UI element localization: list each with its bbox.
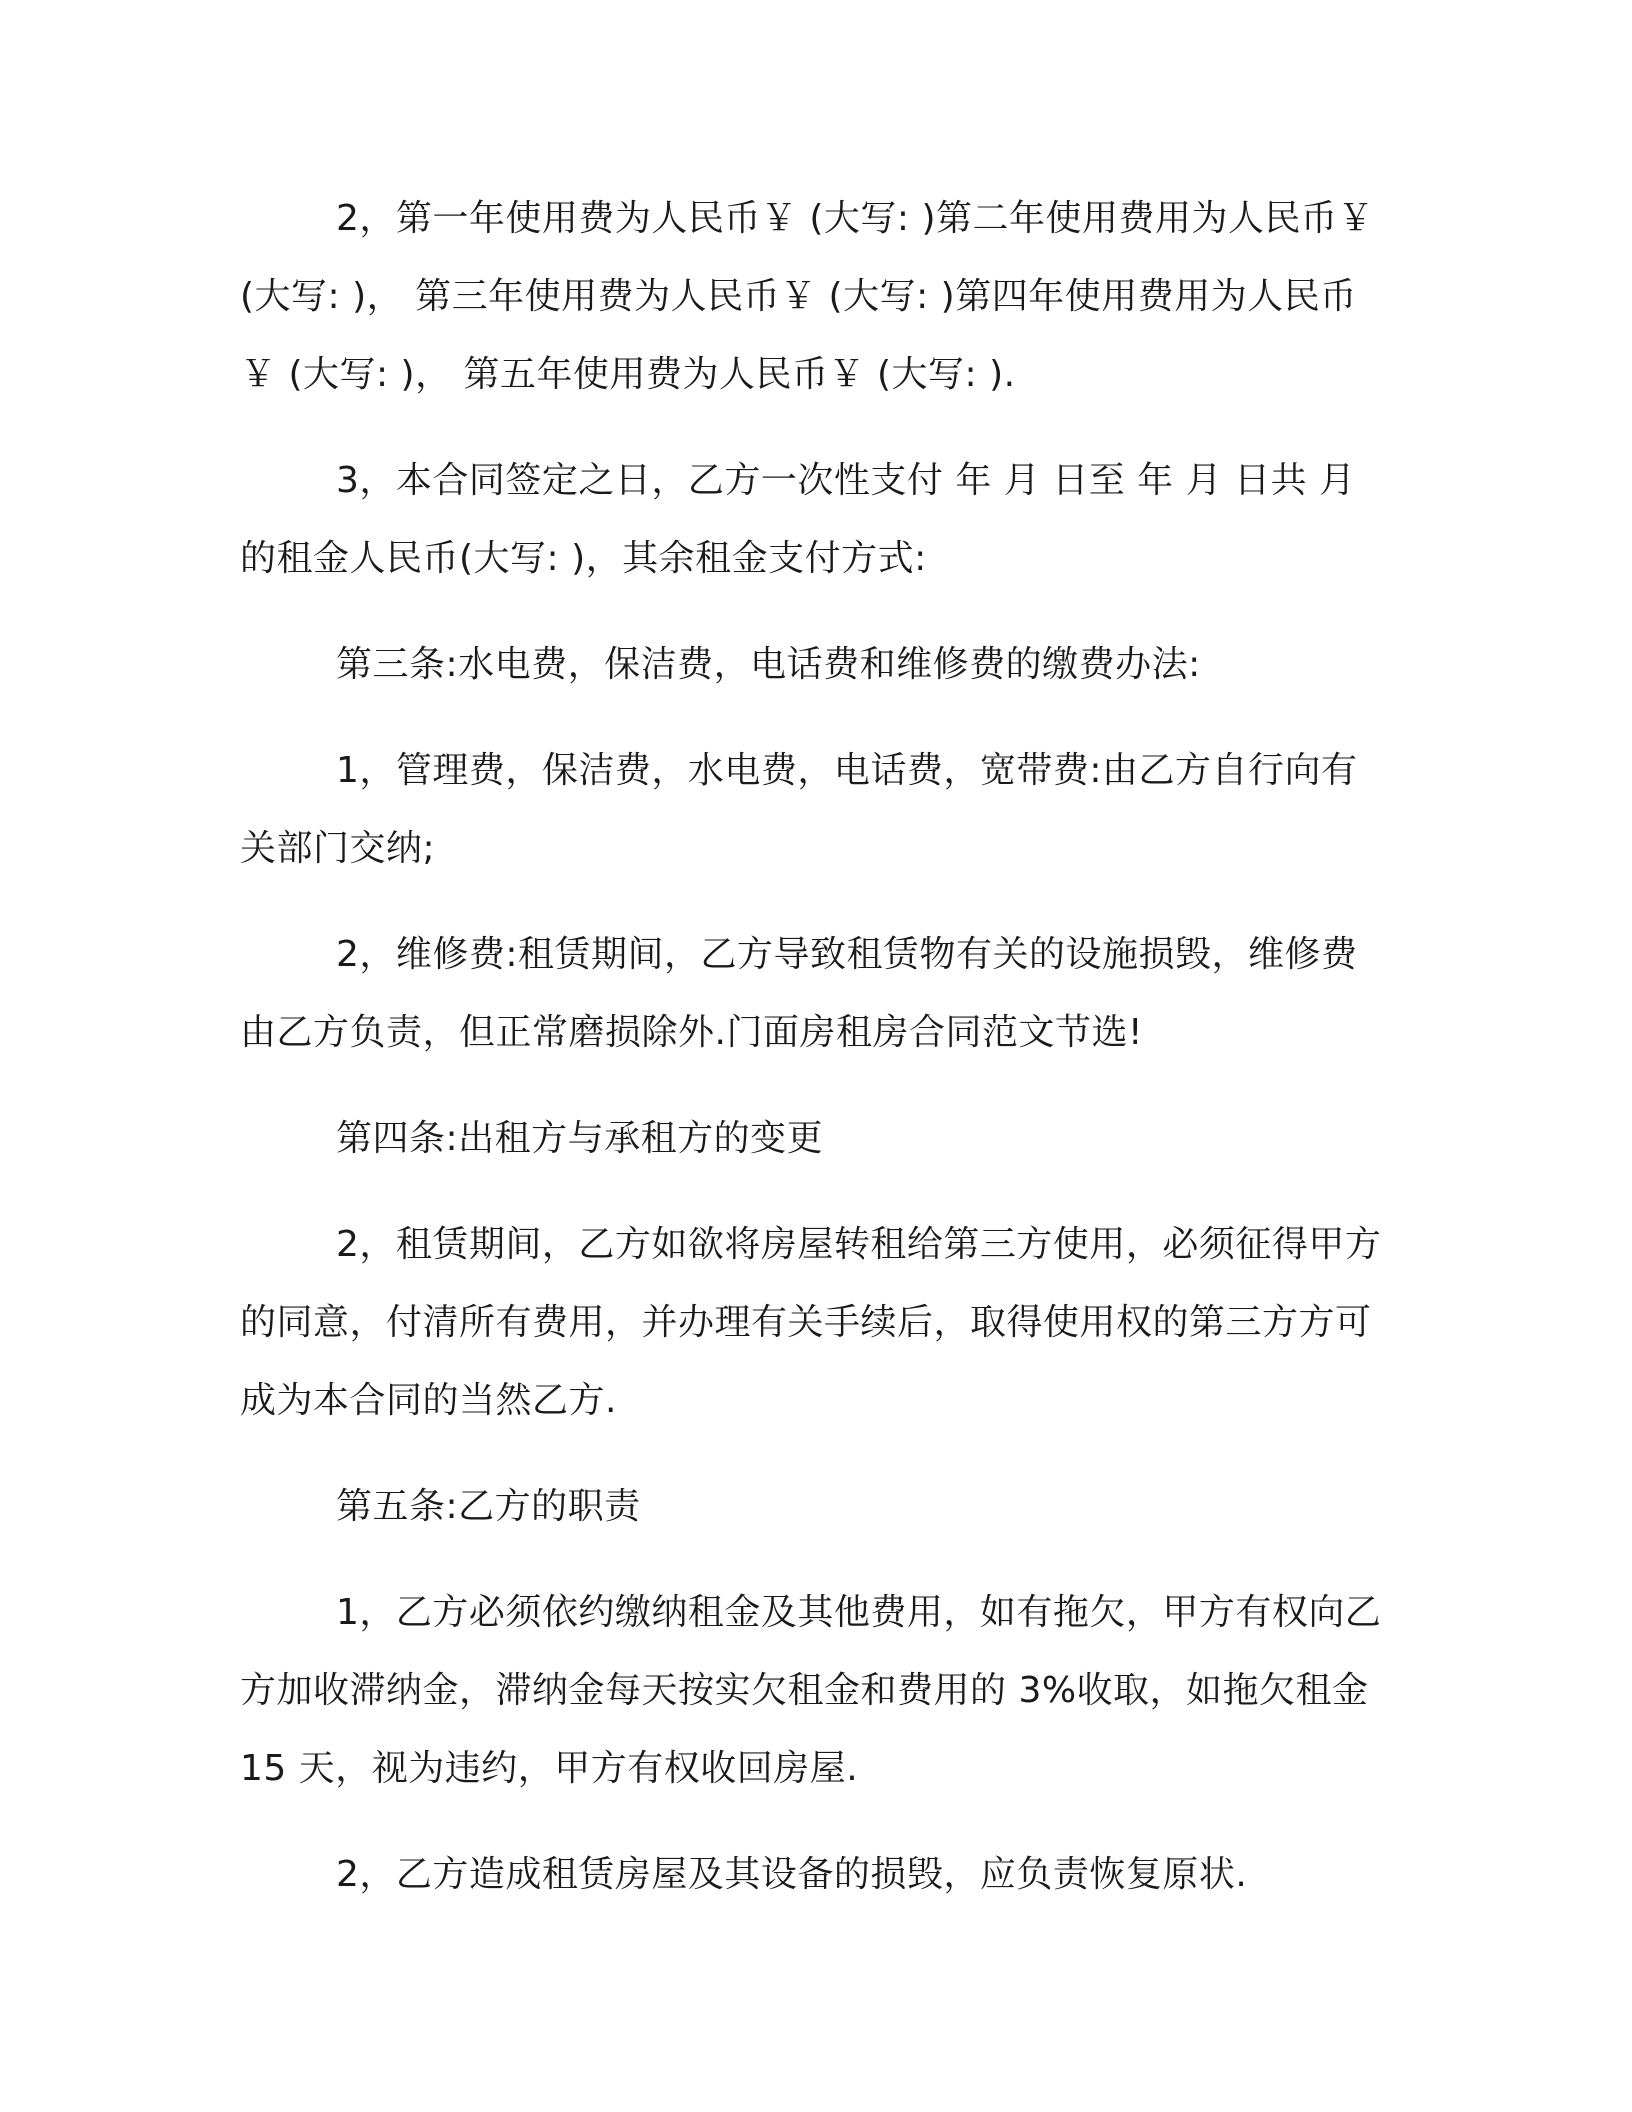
paragraph-gap: [240, 1178, 1390, 1206]
paragraph-gap: [240, 1072, 1390, 1100]
article-three-heading: 第三条:水电费，保洁费，电话费和维修费的缴费办法:: [336, 644, 1201, 685]
paragraph-gap: [240, 1808, 1390, 1836]
article-four-heading: 第四条:出租方与承租方的变更: [336, 1118, 824, 1159]
paragraph-damage-restoration: 2，乙方造成租赁房屋及其设备的损毁，应负责恢复原状.: [336, 1854, 1248, 1895]
paragraph-gap: [240, 1440, 1390, 1468]
paragraph-gap: [240, 704, 1390, 732]
document-body: [240, 180, 1390, 1914]
paragraph-sublease: 2，租赁期间，乙方如欲将房屋转租给第三方使用，必须征得甲方的同意，付清所有费用，并办理有关手续后，取得使用权的第三方方可成为本合同的当然乙方.: [240, 1224, 1382, 1421]
paragraph-management-fees: 1，管理费，保洁费，水电费，电话费，宽带费:由乙方自行向有关部门交纳;: [240, 750, 1358, 869]
paragraph-late-fees: 1，乙方必须依约缴纳租金及其他费用，如有拖欠，甲方有权向乙方加收滞纳金，滞纳金每天按实欠租金和费用的 3%收取，如拖欠租金 15 天，视为违约，甲方有权收回房屋.: [240, 1592, 1382, 1789]
paragraph-payment-schedule: 3，本合同签定之日，乙方一次性支付 年 月 日至 年 月 日共 月的租金人民币(大写: )，其余租金支付方式:: [240, 460, 1356, 579]
article-five-heading: 第五条:乙方的职责: [336, 1486, 641, 1527]
paragraph-gap: [240, 888, 1390, 916]
paragraph-gap: [240, 1546, 1390, 1574]
paragraph-gap: [240, 414, 1390, 442]
paragraph-usage-fees: 2，第一年使用费为人民币￥ (大写: )第二年使用费用为人民币￥ (大写: )， 第三年使用费为人民币￥ (大写: )第四年使用费用为人民币￥ (大写: )， 第五年使用费为人民币￥ (大写: ).: [240, 198, 1375, 395]
paragraph-gap: [240, 598, 1390, 626]
paragraph-maintenance-fees: 2，维修费:租赁期间，乙方导致租赁物有关的设施损毁，维修费由乙方负责，但正常磨损除外.门面房租房合同范文节选!: [240, 934, 1358, 1053]
